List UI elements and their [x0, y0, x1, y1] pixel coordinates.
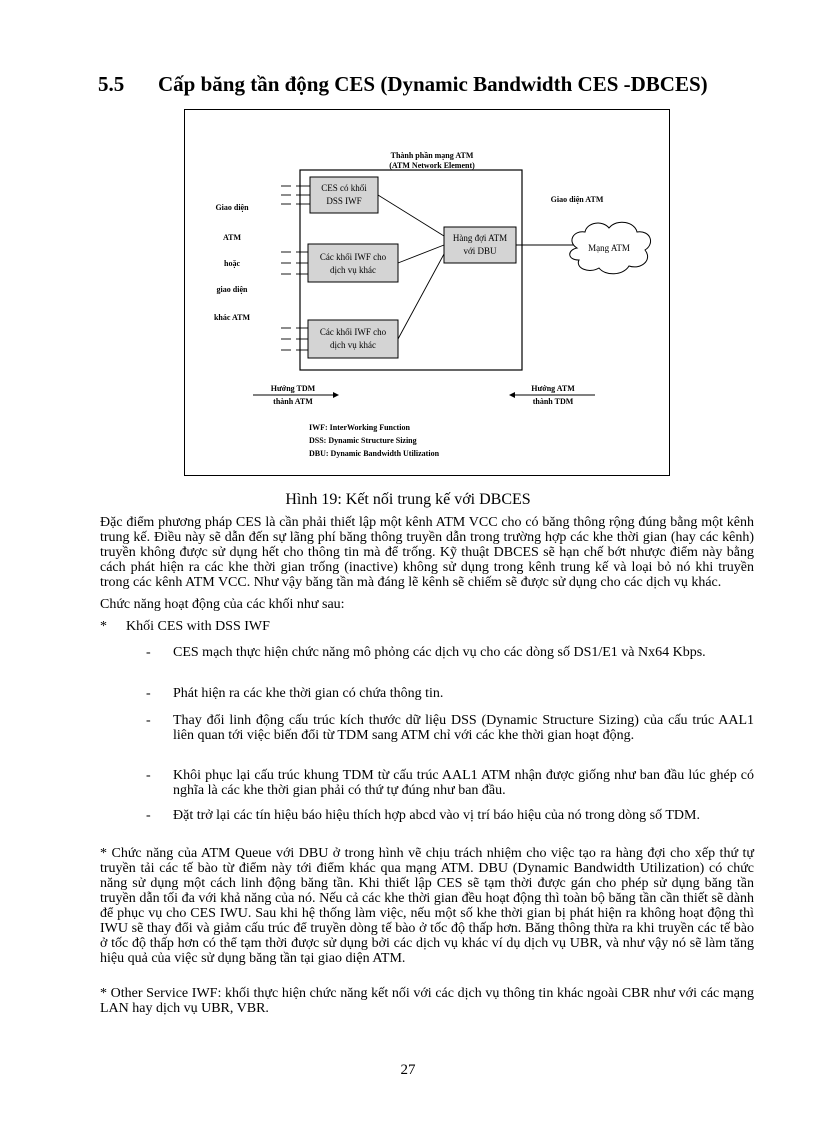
queue-line-1: Hàng đợi ATM [452, 233, 508, 243]
diagram-svg [185, 110, 669, 475]
legend-iwf: IWF: InterWorking Function [309, 423, 410, 432]
dash-text: CES mạch thực hiện chức năng mô phỏng các dịch vụ cho các dòng số DS1/E1 và Nx64 Kbps. [173, 645, 706, 660]
connector-iwf1-queue [398, 245, 444, 263]
dir-tdm-arrow-head [333, 392, 339, 398]
dash-item-2 [146, 686, 754, 701]
iwf-box-2-line-2: dịch vụ khác [330, 340, 376, 350]
input-stubs [281, 186, 310, 350]
iwf-box-2-line-1: Các khối IWF cho [319, 327, 387, 337]
bullet-mark: * [100, 619, 107, 634]
atm-queue-paragraph: * Chức năng của ATM Queue với DBU ở trong hình vẽ chịu trách nhiệm cho việc tạo ra hàng đợi cho xếp thứ tự truyền tải các tế bào từ điểm này tới điểm khác qua mạng ATM. DBU (Dynamic Bandwidth Utilization) có chức năng sử dụng một cách linh động băng tần. Khi thiết lập CES sẽ tạm thời được gán cho phép sử dụng băng tần truyền dẫn tối đa với khả năng của nó. Nếu cả các khe thời gian đều hoạt động thì toàn bộ băng tần cần thiết sẽ dành để phục vụ cho CES IWU. Sau khi hệ thống làm việc, nếu một số khe thời gian bị phát hiện ra không hoạt động thì IWU sẽ thay đổi và giảm cấu trúc để truyền dòng tế bào ở tốc độ thấp hơn. Băng thông thừa ra khi truyền các tế bào ở tốc độ thấp hơn có thể tạm thời được sử dụng bởi các dịch vụ khác ví dụ dịch vụ UBR, và như vậy nó sẽ làm tăng hiệu quả của việc sử dụng băng tần tại giao diện ATM. [100, 846, 754, 966]
dash-item-3 [146, 713, 754, 743]
intro-paragraph: Đặc điểm phương pháp CES là cần phải thiết lập một kênh ATM VCC cho có băng thông rộng đúng bằng một kênh trung kế. Điều này sẽ dẫn đến sự lãng phí băng thông truyền dẫn trong trường hợp các khe thời gian (hay các kênh) truyền không được sử dụng hết cho thông tin mà để trống. Kỹ thuật DBCES sẽ hạn chế bớt nhược điểm này bằng cách phát hiện ra các khe thời gian trống (inactive) không sử dụng trong kênh trung kế và loại bỏ nó khi truyền trong các kênh ATM VCC. Như vậy băng tần mà đáng lẽ kênh sẽ chiếm sẽ được sử dụng cho các dịch vụ khác. [100, 515, 754, 590]
dash-mark: - [146, 768, 151, 783]
dash-mark: - [146, 713, 151, 728]
left-label-3: hoặc [224, 259, 240, 268]
dash-item-4 [146, 768, 754, 798]
cloud-label: Mạng ATM [588, 243, 630, 253]
left-label-4: giao diện [216, 285, 248, 294]
section-number: 5.5 [98, 72, 125, 96]
left-label-1: Giao diện [215, 203, 249, 212]
connector-iwf2-queue [398, 254, 444, 339]
iwf-box-2 [308, 320, 398, 358]
legend-dbu: DBU: Dynamic Bandwidth Utilization [309, 449, 440, 458]
dash-text: Đặt trở lại các tín hiệu báo hiệu thích hợp abcd vào vị trí báo hiệu của nó trong dòng số TDM. [173, 808, 700, 823]
dir-tdm-line-2: thành ATM [273, 397, 313, 406]
dash-item-1 [146, 645, 754, 660]
other-service-paragraph: * Other Service IWF: khối thực hiện chức năng kết nối với các dịch vụ thông tin khác ngoài CBR như với các mạng LAN hay dịch vụ UBR, VBR. [100, 986, 754, 1016]
page-number: 27 [400, 1062, 416, 1078]
dir-atm-line-2: thành TDM [532, 397, 574, 406]
dash-text: Phát hiện ra các khe thời gian có chứa thông tin. [173, 686, 444, 701]
iwf-box-1-line-1: Các khối IWF cho [319, 252, 387, 262]
ne-label-2: (ATM Network Element) [389, 161, 475, 170]
dir-tdm-line-1: Hướng TDM [270, 384, 316, 393]
section-heading [98, 72, 708, 97]
connector-ces-queue [378, 195, 444, 236]
iwf-box-1-line-2: dịch vụ khác [330, 265, 376, 275]
bullet-ces-dss-iwf [100, 619, 270, 635]
figure-caption: Hình 19: Kết nối trung kế với DBCES [285, 491, 531, 508]
figure-dbces-diagram [184, 109, 670, 476]
legend-dss: DSS: Dynamic Structure Sizing [309, 436, 417, 445]
dash-text: Thay đổi linh động cấu trúc kích thước dữ liệu DSS (Dynamic Structure Sizing) của cấu trúc AAL1 liên quan tới việc biến đổi từ TDM sang ATM chỉ với các khe thời gian hoạt động. [173, 713, 754, 743]
iwf-box-1 [308, 244, 398, 282]
dash-mark: - [146, 686, 151, 701]
queue-line-2: với DBU [463, 246, 497, 256]
dash-mark: - [146, 808, 151, 823]
ces-box-line-1: CES có khối [321, 183, 367, 193]
functions-intro: Chức năng hoạt động của các khối như sau: [100, 597, 345, 612]
right-interface-label: Giao diện ATM [550, 195, 604, 204]
bullet-text: Khối CES with DSS IWF [126, 619, 270, 634]
dash-mark: - [146, 645, 151, 660]
ne-label-1: Thành phần mạng ATM [390, 151, 474, 160]
dir-atm-arrow-head [509, 392, 515, 398]
dash-text: Khôi phục lại cấu trúc khung TDM từ cấu trúc AAL1 ATM nhận được giống như ban đầu lúc ghép có nghĩa là các khe thời gian phải có thứ tự đúng như ban đầu. [173, 768, 754, 798]
dash-item-5 [146, 808, 754, 823]
section-title: Cấp băng tần động CES (Dynamic Bandwidth CES -DBCES) [158, 72, 708, 96]
left-label-2: ATM [222, 233, 242, 242]
left-label-5: khác ATM [213, 313, 251, 322]
ces-box-line-2: DSS IWF [326, 196, 362, 206]
dir-atm-line-1: Hướng ATM [531, 384, 575, 393]
